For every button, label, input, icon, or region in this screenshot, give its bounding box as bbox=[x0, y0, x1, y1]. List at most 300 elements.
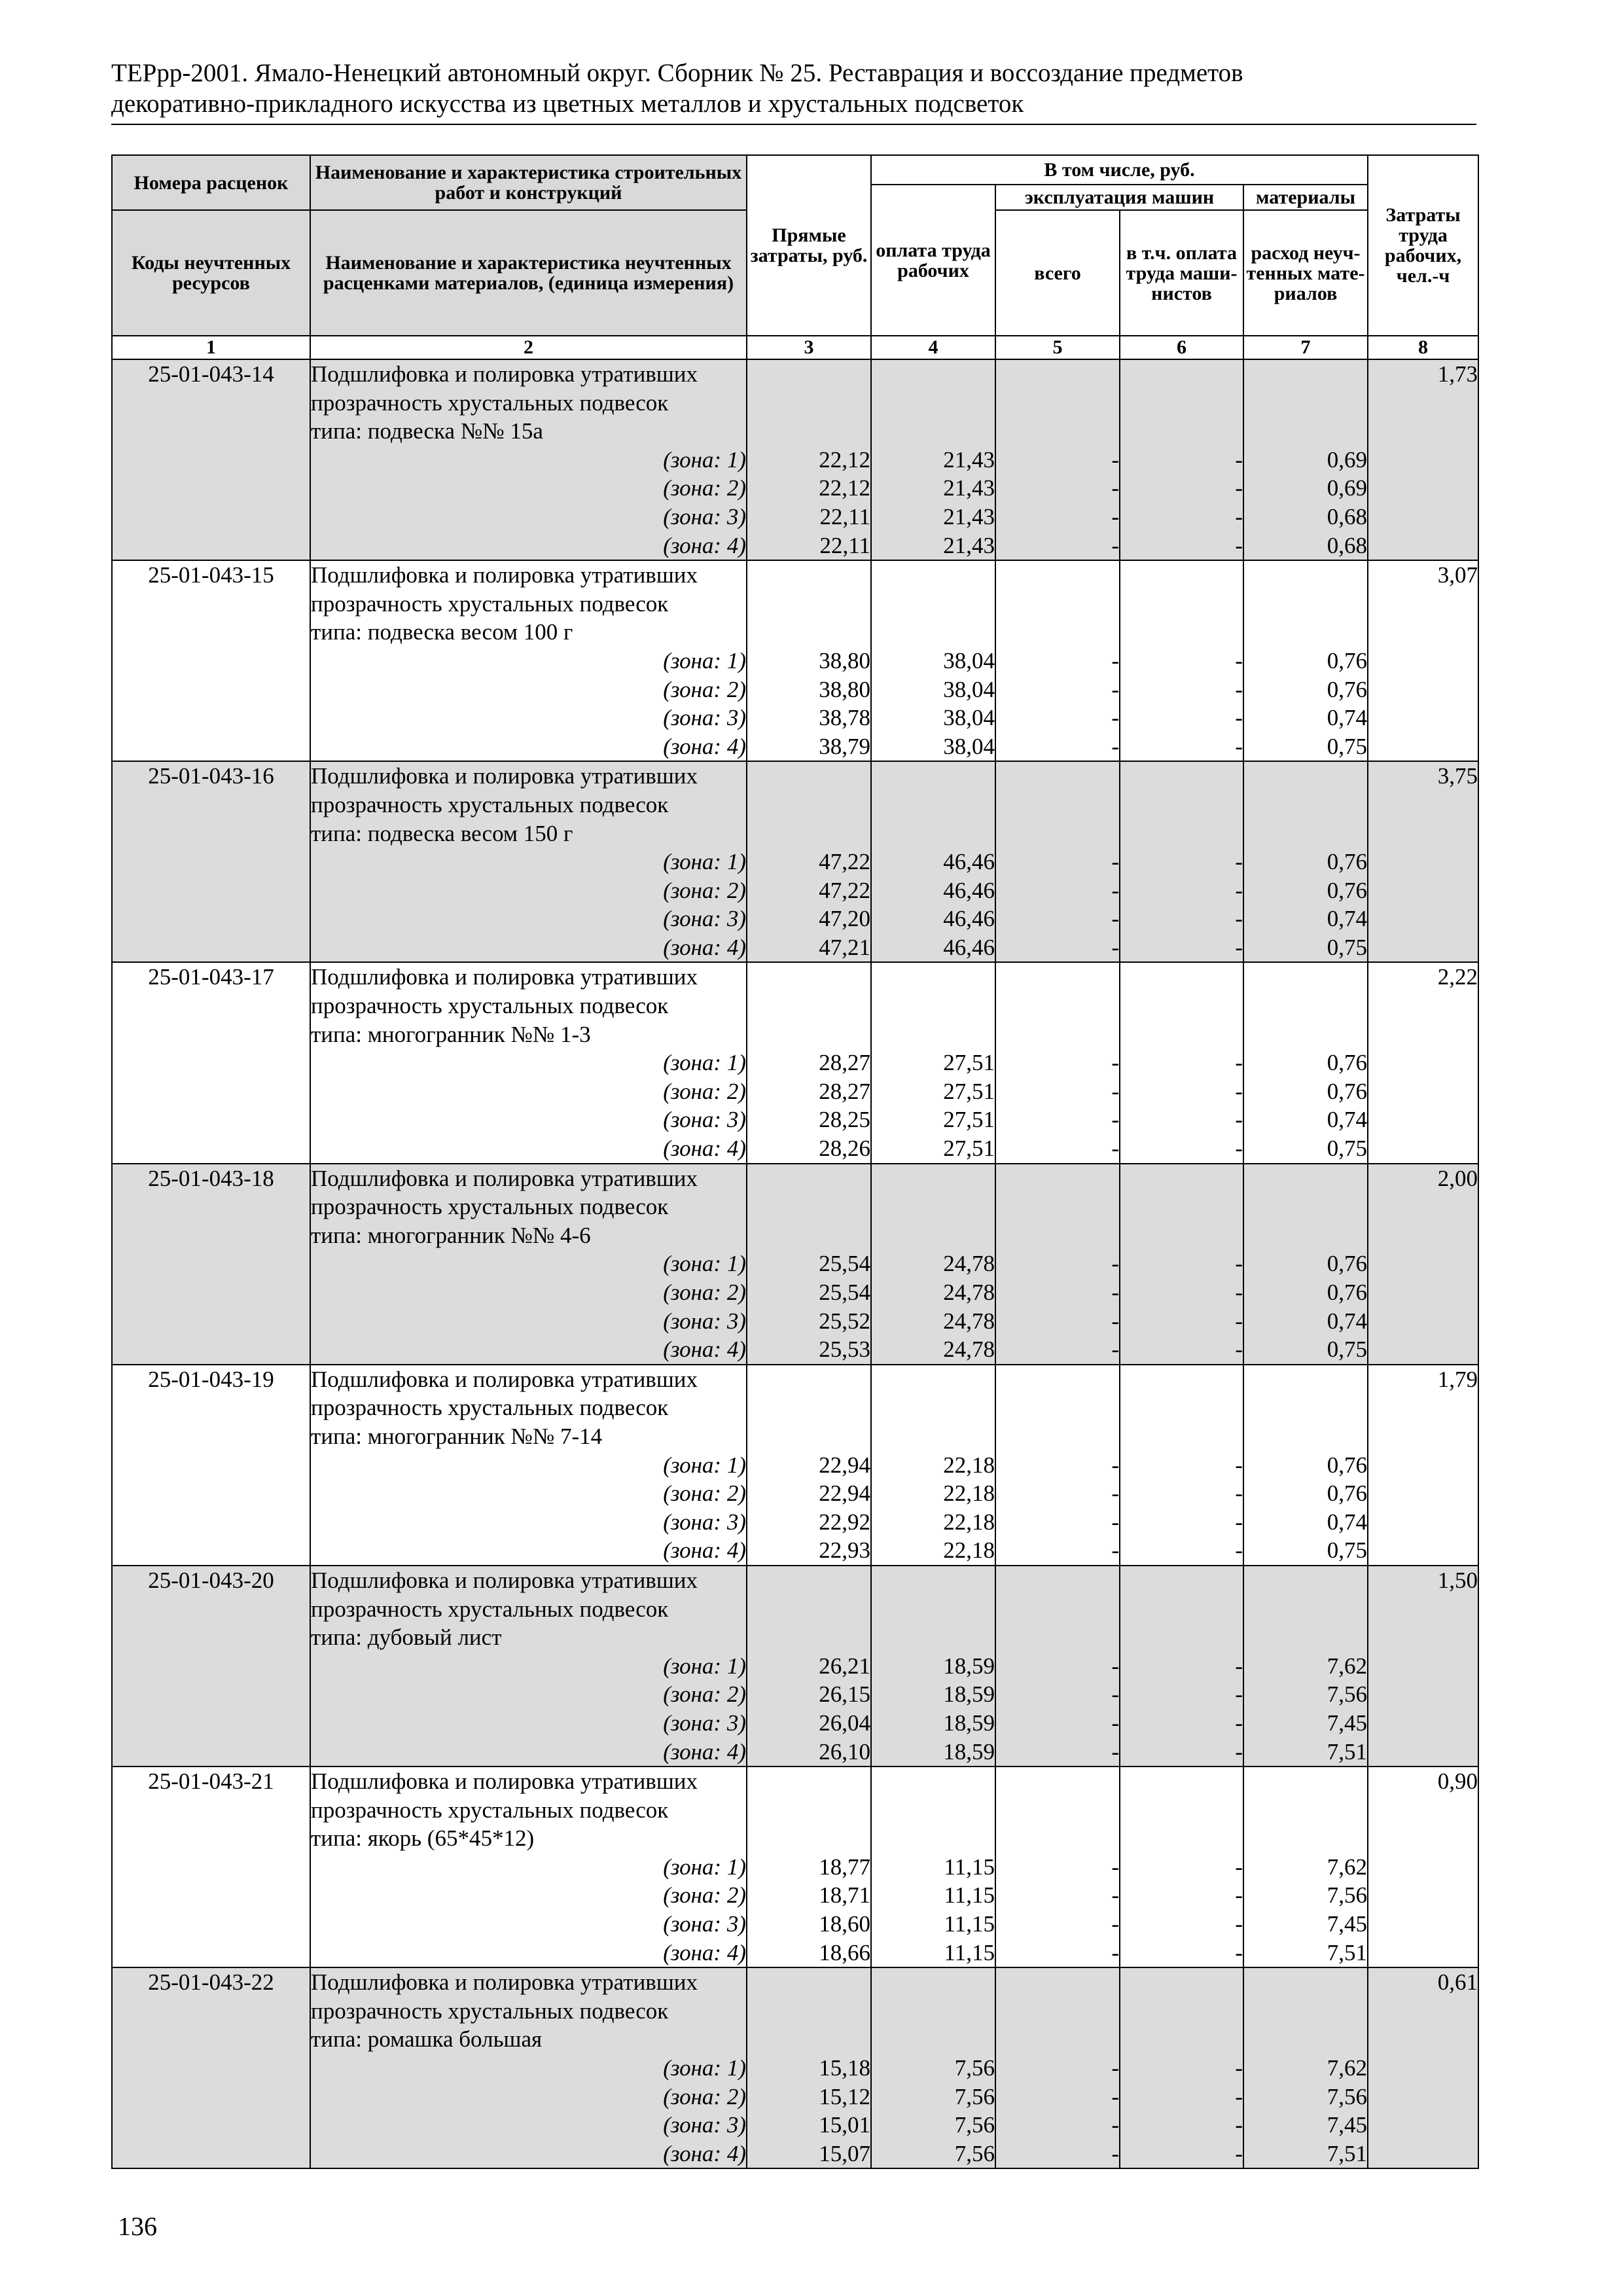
zone-label: (зона: 3) bbox=[663, 503, 746, 529]
worker-pay: 21,43 bbox=[943, 446, 995, 473]
rate-code-cell bbox=[112, 1164, 310, 1365]
col-number: 4 bbox=[871, 336, 995, 359]
zone-label: (зона: 4) bbox=[663, 1537, 746, 1564]
direct-cost: 18,71 bbox=[819, 1882, 870, 1909]
machine-total: - bbox=[1111, 1480, 1119, 1507]
machine-total: - bbox=[1111, 2055, 1119, 2081]
machine-total: - bbox=[1111, 1882, 1119, 1909]
machinist-pay-cell bbox=[1120, 761, 1243, 962]
worker-pay-cell bbox=[871, 962, 995, 1163]
machinist-pay: - bbox=[1235, 934, 1243, 960]
direct-cost: 38,78 bbox=[819, 705, 870, 731]
machinist-pay: - bbox=[1235, 1336, 1243, 1363]
rate-description-line: прозрачность хрустальных подвесок bbox=[311, 590, 669, 617]
machine-total: - bbox=[1111, 877, 1119, 903]
rate-code: 25-01-043-18 bbox=[148, 1165, 274, 1191]
worker-pay: 38,04 bbox=[943, 676, 995, 702]
materials-cell bbox=[1243, 761, 1368, 962]
zone-label: (зона: 2) bbox=[663, 676, 746, 702]
worker-pay: 24,78 bbox=[943, 1336, 995, 1363]
machinist-pay: - bbox=[1235, 1882, 1243, 1909]
labor-cost-cell bbox=[1368, 1967, 1478, 2168]
machinist-pay: - bbox=[1235, 647, 1243, 673]
rate-entry bbox=[112, 1767, 1478, 1967]
machine-total: - bbox=[1111, 1136, 1119, 1162]
rate-description-line: типа: подвеска весом 150 г bbox=[311, 820, 573, 846]
table-header bbox=[112, 155, 1478, 359]
rate-description-cell bbox=[310, 962, 747, 1163]
zone-label: (зона: 2) bbox=[663, 1681, 746, 1708]
direct-cost-cell bbox=[747, 761, 871, 962]
machine-total: - bbox=[1111, 1336, 1119, 1363]
worker-pay: 46,46 bbox=[943, 906, 995, 932]
machine-total: - bbox=[1111, 1911, 1119, 1937]
materials-cost: 0,76 bbox=[1327, 849, 1368, 875]
materials-cost: 0,76 bbox=[1327, 1452, 1368, 1478]
machine-total: - bbox=[1111, 2083, 1119, 2109]
materials-cost: 7,51 bbox=[1327, 2140, 1368, 2166]
materials-cost: 7,56 bbox=[1327, 1882, 1368, 1909]
col-number: 8 bbox=[1368, 336, 1478, 359]
machine-total: - bbox=[1111, 1251, 1119, 1277]
worker-pay: 21,43 bbox=[943, 503, 995, 529]
machine-total-cell bbox=[995, 560, 1120, 761]
direct-cost: 22,11 bbox=[819, 503, 870, 529]
direct-cost-cell bbox=[747, 1767, 871, 1967]
direct-cost-cell bbox=[747, 1967, 871, 2168]
table-row bbox=[112, 560, 1478, 761]
rate-code: 25-01-043-15 bbox=[148, 562, 274, 588]
header-divider bbox=[111, 124, 1476, 125]
worker-pay: 11,15 bbox=[944, 1882, 995, 1909]
materials-cost: 7,56 bbox=[1327, 2083, 1368, 2109]
direct-cost: 15,01 bbox=[819, 2112, 870, 2138]
machinist-pay: - bbox=[1235, 1452, 1243, 1478]
machinist-pay: - bbox=[1235, 1911, 1243, 1937]
direct-cost: 26,21 bbox=[819, 1653, 870, 1679]
zone-label: (зона: 2) bbox=[663, 1078, 746, 1104]
labor-cost: 1,79 bbox=[1437, 1366, 1478, 1392]
materials-cost: 0,74 bbox=[1327, 1509, 1368, 1535]
machinist-pay: - bbox=[1235, 2083, 1243, 2109]
machinist-pay: - bbox=[1235, 705, 1243, 731]
rate-description-line: прозрачность хрустальных подвесок bbox=[311, 1596, 669, 1622]
zone-label: (зона: 2) bbox=[663, 1280, 746, 1305]
worker-pay: 22,18 bbox=[943, 1452, 995, 1478]
materials-cost: 0,69 bbox=[1327, 446, 1368, 473]
materials-cost: 0,68 bbox=[1327, 532, 1368, 558]
materials-cost: 7,56 bbox=[1327, 1681, 1368, 1708]
header-line-2: декоративно-прикладного искусства из цветных металлов и хрустальных подсветок bbox=[111, 90, 1024, 118]
machinist-pay: - bbox=[1235, 1480, 1243, 1507]
direct-cost-cell bbox=[747, 1566, 871, 1767]
machinist-pay: - bbox=[1235, 2112, 1243, 2138]
machinist-pay: - bbox=[1235, 503, 1243, 529]
worker-pay: 11,15 bbox=[944, 1939, 995, 1965]
direct-cost: 22,12 bbox=[819, 446, 870, 473]
rate-description-line: типа: многогранник №№ 7-14 bbox=[311, 1423, 603, 1449]
rate-code: 25-01-043-21 bbox=[148, 1768, 274, 1795]
zone-label: (зона: 1) bbox=[663, 849, 746, 875]
machinist-pay: - bbox=[1235, 2140, 1243, 2166]
materials-cost: 0,75 bbox=[1327, 934, 1368, 960]
rate-code-cell bbox=[112, 1566, 310, 1767]
labor-cost: 0,90 bbox=[1437, 1768, 1478, 1795]
zone-label: (зона: 1) bbox=[663, 446, 746, 473]
machinist-pay: - bbox=[1235, 906, 1243, 932]
machine-total: - bbox=[1111, 934, 1119, 960]
header-work-name: Наименование и характеристика строительных работ и конструкций bbox=[310, 155, 747, 210]
materials-cost: 7,62 bbox=[1327, 2055, 1368, 2081]
materials-cost: 0,75 bbox=[1327, 1136, 1368, 1162]
table-row bbox=[112, 1164, 1478, 1365]
direct-cost: 38,80 bbox=[819, 647, 870, 673]
machine-total: - bbox=[1111, 1308, 1119, 1334]
worker-pay: 18,59 bbox=[943, 1738, 995, 1765]
table-row bbox=[112, 1967, 1478, 2168]
labor-cost-cell bbox=[1368, 1767, 1478, 1967]
direct-cost: 28,27 bbox=[819, 1078, 870, 1104]
direct-cost: 38,80 bbox=[819, 676, 870, 702]
worker-pay-cell bbox=[871, 761, 995, 962]
worker-pay: 38,04 bbox=[943, 647, 995, 673]
direct-cost: 22,92 bbox=[819, 1509, 870, 1535]
zone-label: (зона: 4) bbox=[663, 2140, 746, 2166]
machine-total: - bbox=[1111, 647, 1119, 673]
rate-description-line: прозрачность хрустальных подвесок bbox=[311, 993, 669, 1019]
rate-description-cell bbox=[310, 1164, 747, 1365]
worker-pay: 27,51 bbox=[943, 1078, 995, 1104]
materials-cell bbox=[1243, 359, 1368, 560]
zone-label: (зона: 2) bbox=[663, 475, 746, 501]
worker-pay-cell bbox=[871, 359, 995, 560]
direct-cost: 47,22 bbox=[819, 849, 870, 875]
rate-description-cell bbox=[310, 1365, 747, 1566]
rate-description-line: типа: дубовый лист bbox=[311, 1624, 502, 1651]
machine-total-cell bbox=[995, 1967, 1120, 2168]
machinist-pay: - bbox=[1235, 877, 1243, 903]
machine-total: - bbox=[1111, 1509, 1119, 1535]
rate-entry bbox=[112, 359, 1478, 560]
machine-total: - bbox=[1111, 1280, 1119, 1305]
rate-description-line: Подшлифовка и полировка утративших bbox=[311, 361, 698, 387]
labor-cost-cell bbox=[1368, 962, 1478, 1163]
direct-cost: 28,25 bbox=[819, 1107, 870, 1133]
rate-entry bbox=[112, 1365, 1478, 1566]
machinist-pay: - bbox=[1235, 1653, 1243, 1679]
materials-cost: 7,62 bbox=[1327, 1653, 1368, 1679]
machinist-pay: - bbox=[1235, 849, 1243, 875]
worker-pay: 38,04 bbox=[943, 733, 995, 759]
rate-description-cell bbox=[310, 1767, 747, 1967]
labor-cost-cell bbox=[1368, 761, 1478, 962]
zone-label: (зона: 4) bbox=[663, 733, 746, 759]
machinist-pay-cell bbox=[1120, 1967, 1243, 2168]
labor-cost: 0,61 bbox=[1437, 1969, 1478, 1996]
machine-total-cell bbox=[995, 1566, 1120, 1767]
rate-description-cell bbox=[310, 1566, 747, 1767]
direct-cost: 25,54 bbox=[819, 1280, 870, 1305]
rate-entry bbox=[112, 962, 1478, 1163]
table-row bbox=[112, 1566, 1478, 1767]
machinist-pay: - bbox=[1235, 1939, 1243, 1965]
rate-description-cell bbox=[310, 1967, 747, 2168]
rate-code-cell bbox=[112, 1365, 310, 1566]
machine-total: - bbox=[1111, 1681, 1119, 1708]
worker-pay: 18,59 bbox=[943, 1653, 995, 1679]
machine-total: - bbox=[1111, 1738, 1119, 1765]
direct-cost: 22,94 bbox=[819, 1452, 870, 1478]
worker-pay: 24,78 bbox=[943, 1251, 995, 1277]
rate-description-line: типа: многогранник №№ 1-3 bbox=[311, 1021, 591, 1047]
materials-cell bbox=[1243, 1767, 1368, 1967]
materials-cell bbox=[1243, 1164, 1368, 1365]
materials-cost: 0,76 bbox=[1327, 1251, 1368, 1277]
labor-cost-cell bbox=[1368, 359, 1478, 560]
page-header bbox=[111, 58, 1476, 119]
labor-cost: 3,07 bbox=[1437, 562, 1478, 588]
machine-total: - bbox=[1111, 2112, 1119, 2138]
worker-pay: 18,59 bbox=[943, 1710, 995, 1736]
labor-cost-cell bbox=[1368, 1566, 1478, 1767]
machine-total-cell bbox=[995, 1767, 1120, 1967]
materials-cost: 0,74 bbox=[1327, 705, 1368, 731]
labor-cost: 2,22 bbox=[1437, 964, 1478, 990]
rate-description-line: типа: ромашка большая bbox=[311, 2026, 543, 2053]
worker-pay: 24,78 bbox=[943, 1308, 995, 1334]
direct-cost: 15,18 bbox=[819, 2055, 870, 2081]
rate-code-cell bbox=[112, 560, 310, 761]
rate-entry bbox=[112, 1967, 1478, 2168]
machine-total: - bbox=[1111, 1939, 1119, 1965]
machine-total: - bbox=[1111, 1452, 1119, 1478]
materials-cost: 0,76 bbox=[1327, 1050, 1368, 1076]
worker-pay: 38,04 bbox=[943, 705, 995, 731]
col-number: 6 bbox=[1120, 336, 1243, 359]
machinist-pay: - bbox=[1235, 1107, 1243, 1133]
worker-pay: 22,18 bbox=[943, 1480, 995, 1507]
col-number: 2 bbox=[310, 336, 747, 359]
machinist-pay-cell bbox=[1120, 1164, 1243, 1365]
machine-total: - bbox=[1111, 849, 1119, 875]
direct-cost: 25,53 bbox=[819, 1336, 870, 1363]
materials-cell bbox=[1243, 1967, 1368, 2168]
direct-cost: 28,26 bbox=[819, 1136, 870, 1162]
machinist-pay: - bbox=[1235, 1854, 1243, 1880]
worker-pay-cell bbox=[871, 1566, 995, 1767]
machinist-pay: - bbox=[1235, 1710, 1243, 1736]
machine-total: - bbox=[1111, 475, 1119, 501]
machinist-pay: - bbox=[1235, 733, 1243, 759]
zone-label: (зона: 3) bbox=[663, 1308, 746, 1334]
zone-label: (зона: 3) bbox=[663, 1710, 746, 1736]
direct-cost: 15,12 bbox=[819, 2083, 870, 2109]
direct-cost-cell bbox=[747, 560, 871, 761]
materials-cost: 0,75 bbox=[1327, 1336, 1368, 1363]
direct-cost: 47,22 bbox=[819, 877, 870, 903]
labor-cost-cell bbox=[1368, 1164, 1478, 1365]
worker-pay: 18,59 bbox=[943, 1681, 995, 1708]
header-machine-operation: эксплуатация машин bbox=[995, 185, 1243, 210]
worker-pay-cell bbox=[871, 560, 995, 761]
worker-pay: 27,51 bbox=[943, 1107, 995, 1133]
materials-cost: 0,75 bbox=[1327, 1537, 1368, 1564]
rate-code-cell bbox=[112, 761, 310, 962]
direct-cost: 18,66 bbox=[819, 1939, 870, 1965]
rate-description-line: прозрачность хрустальных подвесок bbox=[311, 1395, 669, 1421]
worker-pay: 21,43 bbox=[943, 475, 995, 501]
rate-description-line: типа: подвеска №№ 15а bbox=[311, 418, 543, 444]
direct-cost: 26,10 bbox=[819, 1738, 870, 1765]
worker-pay-cell bbox=[871, 1767, 995, 1967]
direct-cost: 22,93 bbox=[819, 1537, 870, 1564]
direct-cost: 38,79 bbox=[819, 733, 870, 759]
machine-total-cell bbox=[995, 359, 1120, 560]
labor-cost-cell bbox=[1368, 1365, 1478, 1566]
materials-cost: 0,76 bbox=[1327, 877, 1368, 903]
zone-label: (зона: 3) bbox=[663, 1509, 746, 1535]
machine-total-cell bbox=[995, 962, 1120, 1163]
worker-pay: 7,56 bbox=[954, 2112, 995, 2138]
materials-cost: 0,75 bbox=[1327, 733, 1368, 759]
header-direct-costs: Прямые затраты, руб. bbox=[747, 155, 871, 336]
worker-pay: 27,51 bbox=[943, 1050, 995, 1076]
rate-code-cell bbox=[112, 1967, 310, 2168]
header-including: В том числе, руб. bbox=[871, 155, 1368, 185]
zone-label: (зона: 1) bbox=[663, 647, 746, 673]
machine-total: - bbox=[1111, 2140, 1119, 2166]
rate-description-line: Подшлифовка и полировка утративших bbox=[311, 1567, 698, 1593]
worker-pay: 46,46 bbox=[943, 877, 995, 903]
worker-pay: 27,51 bbox=[943, 1136, 995, 1162]
machine-total: - bbox=[1111, 1653, 1119, 1679]
rate-entry bbox=[112, 1566, 1478, 1767]
rate-description-line: Подшлифовка и полировка утративших bbox=[311, 1366, 698, 1392]
materials-cost: 7,45 bbox=[1327, 1911, 1368, 1937]
worker-pay: 11,15 bbox=[944, 1854, 995, 1880]
zone-label: (зона: 1) bbox=[663, 2055, 746, 2081]
rate-description-line: Подшлифовка и полировка утративших bbox=[311, 1165, 698, 1191]
direct-cost: 18,60 bbox=[819, 1911, 870, 1937]
direct-cost: 25,54 bbox=[819, 1251, 870, 1277]
materials-cell bbox=[1243, 1365, 1368, 1566]
direct-cost-cell bbox=[747, 1365, 871, 1566]
worker-pay: 46,46 bbox=[943, 849, 995, 875]
machinist-pay: - bbox=[1235, 1681, 1243, 1708]
rate-description-line: типа: подвеска весом 100 г bbox=[311, 619, 573, 645]
direct-cost: 15,07 bbox=[819, 2140, 870, 2166]
rate-code-cell bbox=[112, 359, 310, 560]
labor-cost-cell bbox=[1368, 560, 1478, 761]
header-machinist-pay: в т.ч. оплата труда маши-нистов bbox=[1120, 210, 1243, 336]
machinist-pay-cell bbox=[1120, 359, 1243, 560]
machine-total: - bbox=[1111, 705, 1119, 731]
machinist-pay: - bbox=[1235, 446, 1243, 473]
zone-label: (зона: 1) bbox=[663, 1854, 746, 1880]
machine-total: - bbox=[1111, 906, 1119, 932]
rate-code: 25-01-043-22 bbox=[148, 1969, 274, 1996]
rate-description-line: типа: якорь (65*45*12) bbox=[311, 1825, 535, 1852]
zone-label: (зона: 1) bbox=[663, 1050, 746, 1076]
table-row bbox=[112, 1365, 1478, 1566]
machinist-pay: - bbox=[1235, 532, 1243, 558]
header-total: всего bbox=[995, 210, 1120, 336]
direct-cost: 26,04 bbox=[819, 1710, 870, 1736]
table-row bbox=[112, 1767, 1478, 1967]
rate-description-cell bbox=[310, 359, 747, 560]
direct-cost: 22,94 bbox=[819, 1480, 870, 1507]
machinist-pay: - bbox=[1235, 1308, 1243, 1334]
machine-total: - bbox=[1111, 532, 1119, 558]
direct-cost: 22,11 bbox=[819, 532, 870, 558]
rate-entry bbox=[112, 761, 1478, 962]
materials-cost: 0,76 bbox=[1327, 1480, 1368, 1507]
machinist-pay: - bbox=[1235, 1738, 1243, 1765]
rate-description-line: прозрачность хрустальных подвесок bbox=[311, 1797, 669, 1823]
direct-cost: 18,77 bbox=[819, 1854, 870, 1880]
rate-entry bbox=[112, 560, 1478, 761]
machinist-pay: - bbox=[1235, 1050, 1243, 1076]
direct-cost-cell bbox=[747, 1164, 871, 1365]
rate-description-line: прозрачность хрустальных подвесок bbox=[311, 1194, 669, 1220]
rates-table bbox=[111, 154, 1479, 2169]
header-materials: материалы bbox=[1243, 185, 1368, 210]
zone-label: (зона: 4) bbox=[663, 532, 746, 558]
materials-cost: 0,74 bbox=[1327, 1308, 1368, 1334]
rate-description-line: типа: многогранник №№ 4-6 bbox=[311, 1222, 591, 1248]
header-resource-codes: Коды неучтенных ресурсов bbox=[112, 210, 310, 336]
zone-label: (зона: 1) bbox=[663, 1251, 746, 1277]
labor-cost: 2,00 bbox=[1437, 1165, 1478, 1191]
materials-cell bbox=[1243, 560, 1368, 761]
zone-label: (зона: 4) bbox=[663, 1136, 746, 1162]
direct-cost: 28,27 bbox=[819, 1050, 870, 1076]
labor-cost: 3,75 bbox=[1437, 763, 1478, 789]
col-number: 7 bbox=[1243, 336, 1368, 359]
materials-cost: 0,69 bbox=[1327, 475, 1368, 501]
zone-label: (зона: 2) bbox=[663, 877, 746, 903]
worker-pay: 11,15 bbox=[944, 1911, 995, 1937]
zone-label: (зона: 2) bbox=[663, 1882, 746, 1909]
worker-pay: 21,43 bbox=[943, 532, 995, 558]
rate-code: 25-01-043-20 bbox=[148, 1567, 274, 1593]
labor-cost: 1,50 bbox=[1437, 1567, 1478, 1593]
table-row bbox=[112, 962, 1478, 1163]
direct-cost-cell bbox=[747, 962, 871, 1163]
header-labor-costs: Затраты труда рабочих, чел.-ч bbox=[1368, 155, 1478, 336]
col-number: 1 bbox=[112, 336, 310, 359]
materials-cost: 0,68 bbox=[1327, 503, 1368, 529]
rate-code-cell bbox=[112, 1767, 310, 1967]
rate-description-line: прозрачность хрустальных подвесок bbox=[311, 389, 669, 416]
direct-cost: 47,21 bbox=[819, 934, 870, 960]
machine-total: - bbox=[1111, 1537, 1119, 1564]
materials-cost: 7,62 bbox=[1327, 1854, 1368, 1880]
machine-total: - bbox=[1111, 1710, 1119, 1736]
machine-total-cell bbox=[995, 1365, 1120, 1566]
rate-description-line: Подшлифовка и полировка утративших bbox=[311, 964, 698, 990]
rate-description-line: Подшлифовка и полировка утративших bbox=[311, 763, 698, 789]
direct-cost: 22,12 bbox=[819, 475, 870, 501]
rate-description-cell bbox=[310, 761, 747, 962]
worker-pay: 46,46 bbox=[943, 934, 995, 960]
rate-code-cell bbox=[112, 962, 310, 1163]
worker-pay-cell bbox=[871, 1967, 995, 2168]
direct-cost-cell bbox=[747, 359, 871, 560]
machinist-pay-cell bbox=[1120, 1566, 1243, 1767]
worker-pay: 22,18 bbox=[943, 1537, 995, 1564]
materials-cell bbox=[1243, 1566, 1368, 1767]
